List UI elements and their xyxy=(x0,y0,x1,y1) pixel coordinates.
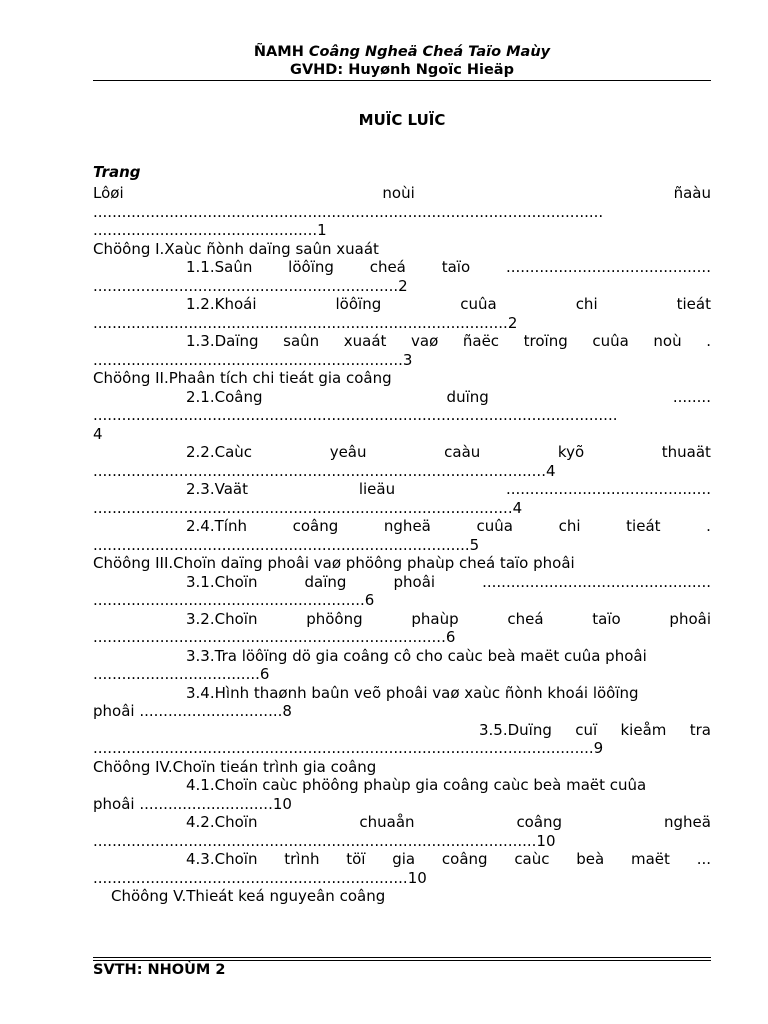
toc-entry-4-3: 4.3.Choïn trình töï gia coâng caùc beà maët ... xyxy=(186,850,711,868)
toc-entry-1-1: 1.1.Saûn löôïng cheá taïo ........................................... xyxy=(186,258,711,276)
footer-rule xyxy=(93,957,711,958)
toc-page-ref: .........................................................6 xyxy=(93,591,375,609)
toc-page-ref: ...............................................................................5 xyxy=(93,535,480,554)
toc-entry-4-2: 4.2.Choïn chuaån coâng ngheä xyxy=(186,813,711,831)
footer-rule-thick xyxy=(93,960,711,961)
toc-entry-2-3: 2.3.Vaät lieäu ........................................... xyxy=(186,480,711,498)
table-of-contents xyxy=(93,184,711,906)
toc-chapter-1: Chöông I.Xaùc ñònh daïng saûn xuaát xyxy=(93,239,379,258)
toc-page-ref: .........................................................................................................9 xyxy=(93,739,604,757)
toc-entry-intro: Lôøi noùi ñaàu xyxy=(93,184,711,202)
toc-chapter-5: Chöông V.Thieát keá nguyeân coâng xyxy=(111,887,386,905)
toc-chapter-3: Chöông III.Choïn daïng phoâi vaø phöông phaùp cheá taïo phoâi xyxy=(93,554,575,572)
toc-dots: .............................................................................................................. xyxy=(93,406,618,424)
header-line-1 xyxy=(93,43,711,61)
toc-entry-3-3: 3.3.Tra löôïng dö gia coâng cô cho caùc beà maët cuûa phoâi xyxy=(186,646,647,665)
toc-page-ref: ..........................................................................6 xyxy=(93,628,456,646)
header-rule xyxy=(93,80,711,81)
footer-group-label: SVTH: NHOÙM 2 xyxy=(93,962,226,978)
toc-entry-2-1: 2.1.Coâng duïng ........ xyxy=(186,387,711,406)
toc-entry-3-5: 3.5.Duïng cuï kieåm tra xyxy=(479,720,711,739)
toc-page-ref: .................................................................3 xyxy=(93,350,413,369)
page-title: MUÏC LUÏC xyxy=(358,111,446,129)
toc-page-ref: 4 xyxy=(93,424,103,443)
toc-page-ref: ...................................6 xyxy=(93,665,270,683)
toc-page-ref: ...............................................1 xyxy=(93,221,327,239)
toc-entry-2-4: 2.4.Tính coâng ngheä cuûa chi tieát . xyxy=(186,517,711,535)
toc-page-ref: phoâi ............................10 xyxy=(93,794,292,813)
toc-page-ref: ........................................................................................4 xyxy=(93,498,523,517)
toc-entry-4-1: 4.1.Choïn caùc phöông phaùp gia coâng caùc beà maët cuûa xyxy=(186,776,647,794)
toc-page-ref: .......................................................................................2 xyxy=(93,313,518,332)
toc-dots: ........................................................................................................... xyxy=(93,202,604,221)
toc-entry-3-2: 3.2.Choïn phöông phaùp cheá taïo phoâi xyxy=(186,609,711,628)
header-prefix: ÑAMH xyxy=(253,44,304,60)
toc-entry-1-3: 1.3.Daïng saûn xuaát vaø ñaëc troïng cuûa noù . xyxy=(186,332,711,350)
toc-entry-1-2: 1.2.Khoái löôïng cuûa chi tieát xyxy=(186,295,711,313)
toc-chapter-2: Chöông II.Phaân tích chi tieát gia coâng xyxy=(93,369,392,387)
page-column-label: Trang xyxy=(93,163,141,181)
toc-entry-2-2: 2.2.Caùc yeâu caàu kyõ thuaät xyxy=(186,443,711,461)
toc-page-ref: ..................................................................10 xyxy=(93,868,427,887)
toc-page-ref: ...............................................................................................4 xyxy=(93,461,556,480)
toc-chapter-4: Chöông IV.Choïn tieán trình gia coâng xyxy=(93,757,377,776)
toc-page-ref: ................................................................2 xyxy=(93,276,408,295)
toc-entry-3-1: 3.1.Choïn daïng phoâi ................................................ xyxy=(186,572,711,591)
header-instructor: GVHD: Huyønh Ngoïc Hieäp xyxy=(290,62,514,78)
header-course-name: Coâng Ngheä Cheá Taïo Maùy xyxy=(308,44,551,60)
toc-page-ref: phoâi ..............................8 xyxy=(93,702,292,720)
toc-entry-3-4: 3.4.Hình thaønh baûn veõ phoâi vaø xaùc ñònh khoái löôïng xyxy=(186,683,639,702)
toc-page-ref: .............................................................................................10 xyxy=(93,831,556,850)
